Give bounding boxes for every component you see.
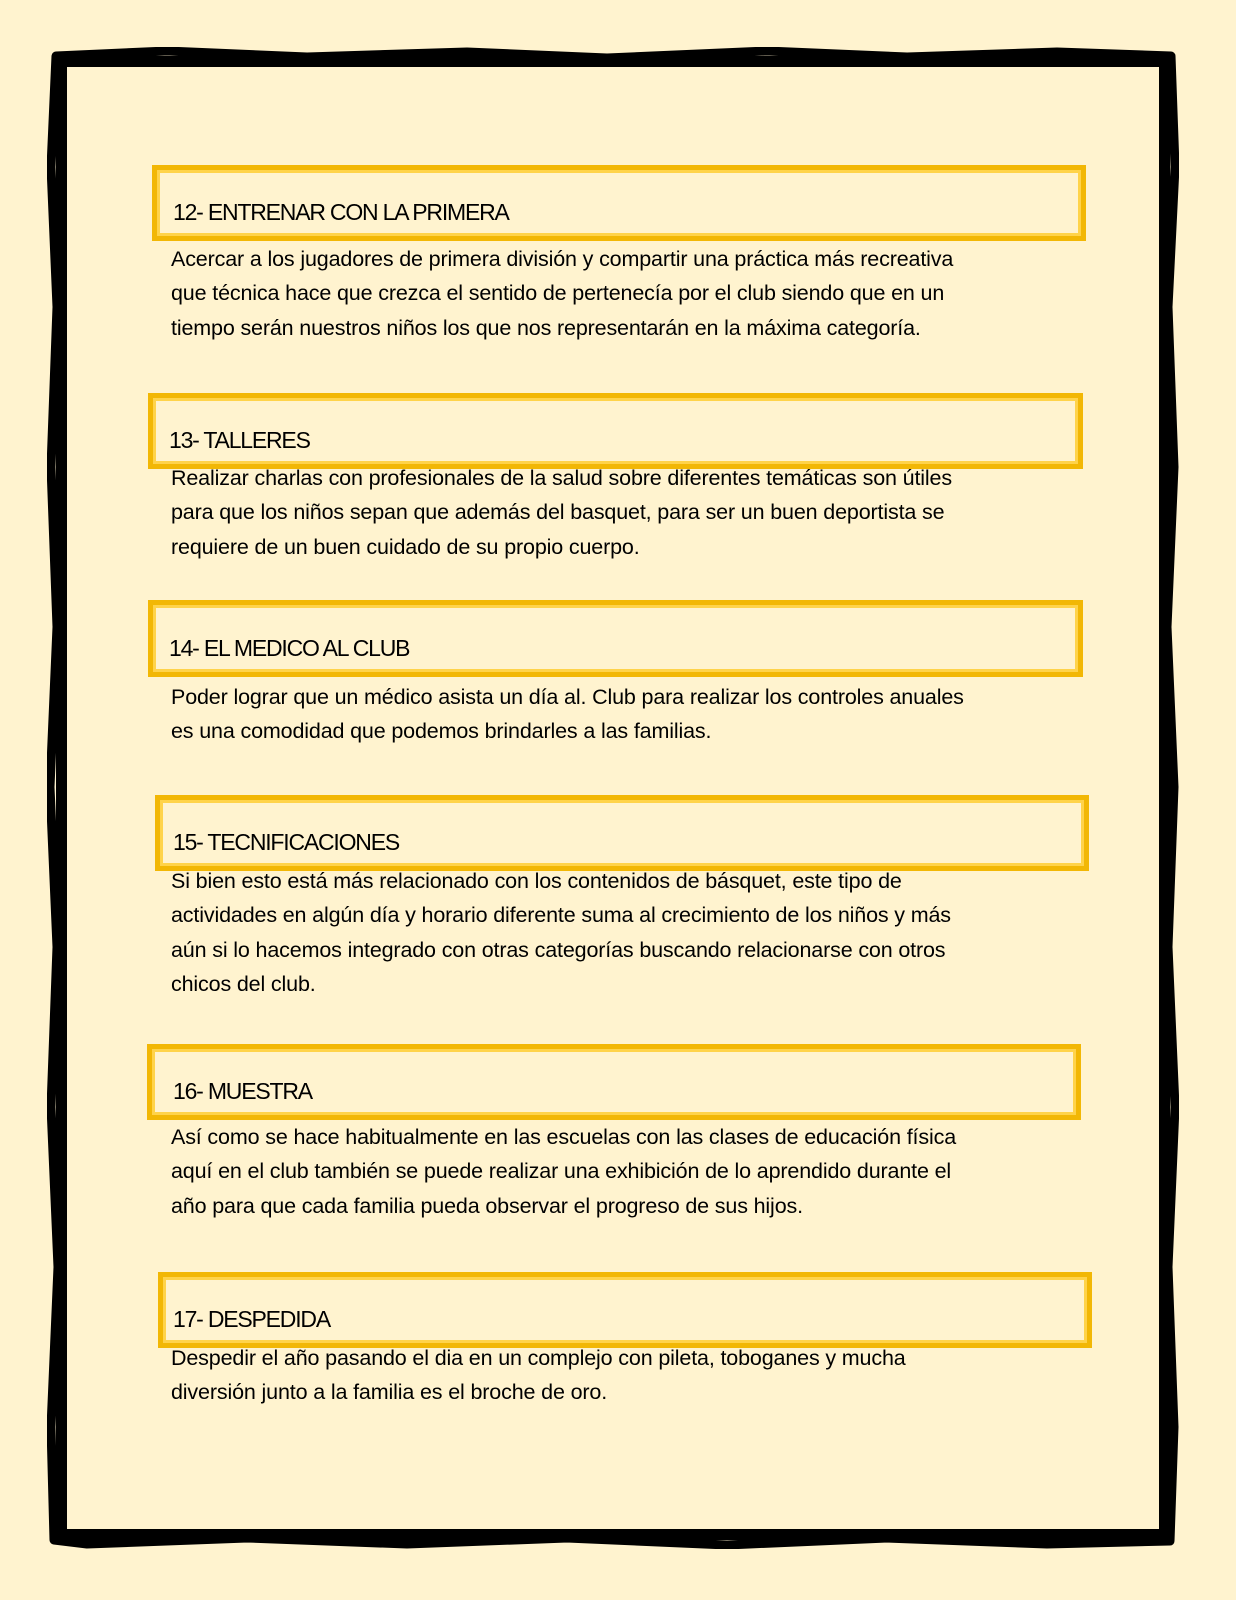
text-line: requiere de un buen cuidado de su propio cuerpo. [171,534,640,559]
section-16-heading: 16- MUESTRA [173,1078,312,1104]
text-line: año para que cada familia pueda observar el progreso de sus hijos. [171,1193,803,1218]
section-12-heading-box [152,165,1086,241]
section-16-heading-box [147,1044,1081,1120]
section-12-heading: 12- ENTRENAR CON LA PRIMERA [173,199,509,225]
text-line: Acercar a los jugadores de primera división y compartir una práctica más recreativa [171,247,954,271]
text-line: diversión junto a la familia es el broche de oro. [171,1380,608,1405]
section-17-heading-box [158,1272,1092,1348]
text-line: Poder lograr que un médico asista un día al. Club para realizar los controles anuales [171,685,964,709]
text-line: para que los niños sepan que además del basquet, para ser un buen deportista se [171,500,945,525]
section-13-body [171,461,1051,564]
text-line: aquí en el club también se puede realizar una exhibición de lo aprendido durante el [171,1159,952,1184]
text-line: tiempo serán nuestros niños los que nos representarán en la máxima categoría. [171,315,921,340]
text-line: es una comodidad que podemos brindarles a las familias. [171,719,712,744]
text-line: chicos del club. [171,971,316,996]
section-16-body [171,1120,1051,1223]
text-line: que técnica hace que crezca el sentido de pertenecía por el club siendo que en un [171,281,945,306]
text-line: actividades en algún día y horario diferente suma al crecimiento de los niños y más [171,903,951,928]
section-14-body [171,680,1051,749]
section-17-heading: 17- DESPEDIDA [173,1306,330,1332]
section-15-heading-box [155,795,1089,871]
section-13-heading: 13- TALLERES [169,427,310,453]
section-14-heading: 14- EL MEDICO AL CLUB [169,635,410,661]
section-12-body [171,242,1051,345]
text-line: aún si lo hacemos integrado con otras categorías buscando relacionarse con otros [171,937,946,962]
text-line: Realizar charlas con profesionales de la salud sobre diferentes temáticas son útiles [171,466,952,490]
section-13-heading-box [148,393,1083,469]
section-17-body [171,1341,1051,1410]
text-line: Despedir el año pasando el dia en un complejo con pileta, toboganes y mucha [171,1346,906,1370]
section-15-heading: 15- TECNIFICACIONES [173,829,399,855]
section-15-body [171,864,1051,1001]
text-line: Si bien esto está más relacionado con los contenidos de básquet, este tipo de [171,869,902,893]
section-14-heading-box [148,600,1083,677]
text-line: Así como se hace habitualmente en las escuelas con las clases de educación física [171,1125,956,1149]
